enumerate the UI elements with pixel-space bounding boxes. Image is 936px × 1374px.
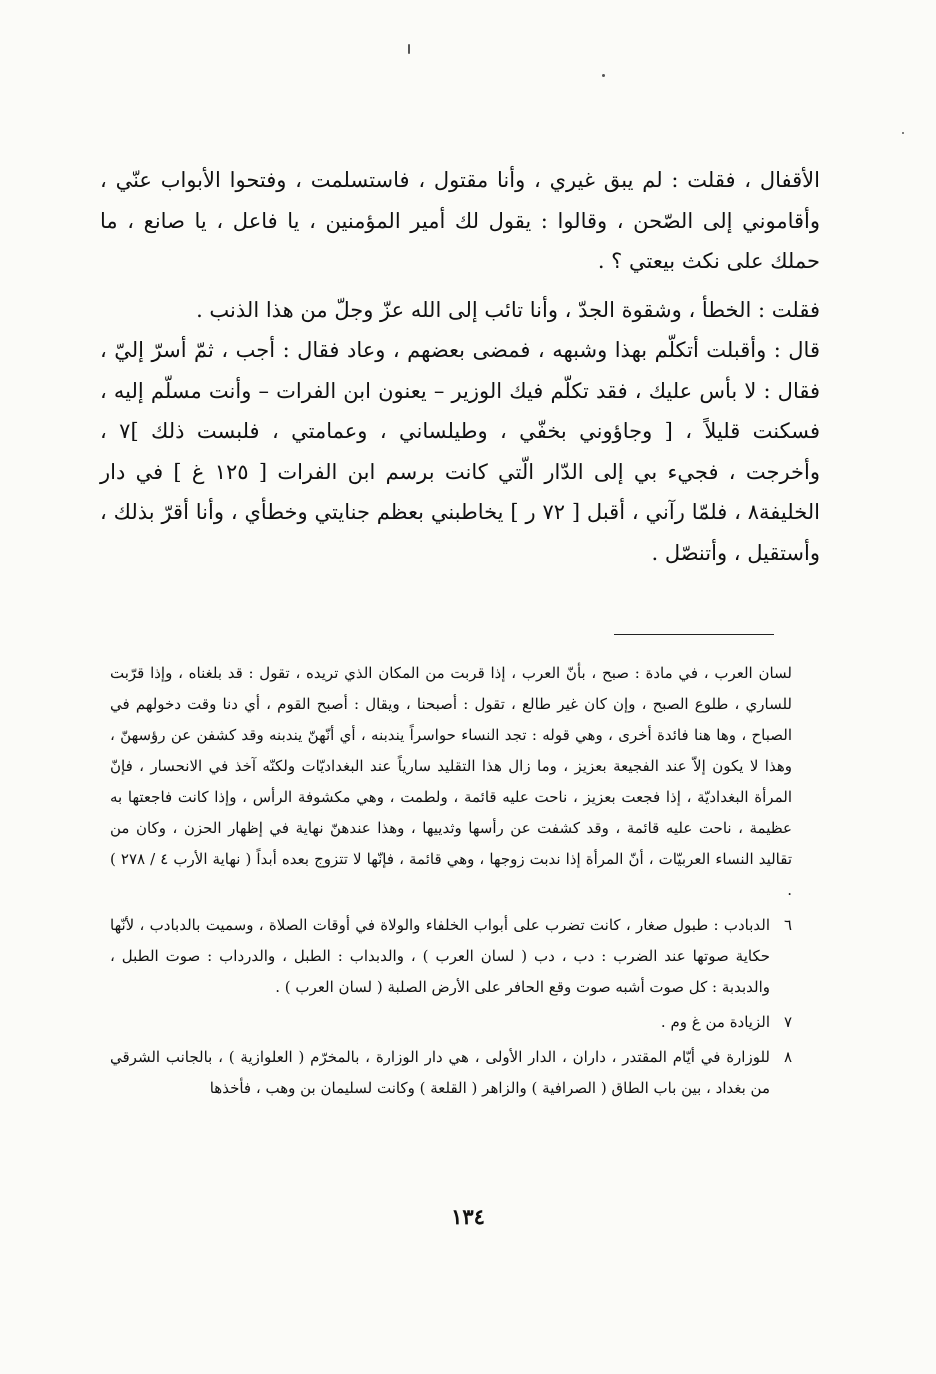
footnote-text: للوزارة في أيّام المقتدر ، داران ، الدار الأولى ، هي دار الوزارة ، بالمخرّم ( العلوازية ) ، بالجانب الشرقي من بغداد ، بين باب الطاق ( الصرافية ) والزاهر ( القلعة ) وكانت لسليمان بن وهب ، فأخذها [110, 1048, 770, 1097]
footnote-number: ٦ [783, 916, 792, 934]
footnote-item [110, 1007, 792, 1038]
footnote-number: ٧ [783, 1013, 792, 1031]
page-number: ١٣٤ [451, 1204, 485, 1229]
footnote-text: الزيادة من غ وم . [660, 1013, 770, 1031]
scan-speck [408, 44, 410, 54]
footnote-item [110, 1042, 792, 1104]
scan-speck [602, 74, 605, 77]
footnote-divider [614, 634, 774, 635]
main-paragraph: فقلت : الخطأ ، وشقوة الجدّ ، وأنا تائب إلى الله عزّ وجلّ من هذا الذنب . [196, 297, 820, 322]
footnote-item [110, 910, 792, 1003]
main-paragraph: الأقفال ، فقلت : لم يبق غيري ، وأنا مقتول ، فاستسلمت ، وفتحوا الأبواب عنّي ، وأقاموني إلى الصّحن ، وقالوا : يقول لك أمير المؤمنين ، يا فاعل ، يا صانع ، ما حملك على نكث بيعتي ؟ . [100, 168, 820, 273]
main-paragraph: قال : وأقبلت أتكلّم بهذا وشبهه ، فمضى بعضهم ، وعاد فقال : أجب ، ثمّ أسرّ إليّ ، فقال : لا بأس عليك ، فقد تكلّم فيك الوزير – يعنون ابن الفرات – وأنت مسلّم إليه ، فسكنت قليلاً ، [ وجاؤوني بخفّي ، وطيلساني ، وعمامتي ، فلبست ذلك ]٧ ، وأخرجت ، فجيء بي إلى الدّار الّتي كانت برسم ابن الفرات [ ١٢٥ غ ] في دار الخليفة٨ ، فلمّا رآني ، أقبل [ ٧٢ ر ] يخاطبني بعظم جنايتي وخطأي ، وأنا أقرّ بذلك ، وأستقيل ، وأتنصّل . [100, 338, 820, 565]
footnote-text: الدبادب : طبول صغار ، كانت تضرب على أبواب الخلفاء والولاة في أوقات الصلاة ، وسميت بالدبادب ، لأنّها حكاية صوتها عند الضرب : دب ، دب ( لسان العرب ) ، والدبداب : الطبل ، والدرداب : صوت الطبل ، والدبدبة : كل صوت أشبه صوت وقع الحافر على الأرض الصلبة ( لسان العرب ) . [110, 916, 770, 996]
main-text [100, 160, 820, 573]
footnote-number: ٨ [783, 1048, 792, 1066]
scan-speck [902, 132, 904, 134]
footnotes [110, 658, 792, 1104]
footnote-continuation: لسان العرب ، في مادة : صبح ، بأنّ العرب ، إذا قربت من المكان الذي تريده ، تقول : قد بلغناه ، وإذا قرّبت للساري ، طلوع الصبح ، وإن كان غير طالع ، تقول : أصبحنا ، ويقال : أصبح القوم ، أي دنا وقت دخولهم في الصباح ، وها هنا فائدة أخرى ، وهي قوله : تجد النساء حواسراً يندبنه ، أي أنّهنّ يندبنه وقد كشفن عن رؤسهنّ ، وهذا لا يكون إلاّ عند الفجيعة بعزيز ، وما زال هذا التقليد سارياً عند البغداديّات ولكنّه آخذ في الانحسار ، فإنّ المرأة البغداديّة ، إذا فجعت بعزيز ، ناحت عليه قائمة ، ولطمت ، وهي مكشوفة الرأس ، وإذا كانت فاجعتها به عظيمة ، ناحت عليه قائمة ، وقد كشفت عن رأسها وثدييها ، وهذا عندهنّ نهاية في إظهار الحزن ، وكان من تقاليد النساء العربيّات ، أنّ المرأة إذا ندبت زوجها ، وهي قائمة ، فإنّها لا تتزوج بعده أبداً ( نهاية الأرب ٤ / ٢٧٨ ) . [110, 664, 792, 899]
